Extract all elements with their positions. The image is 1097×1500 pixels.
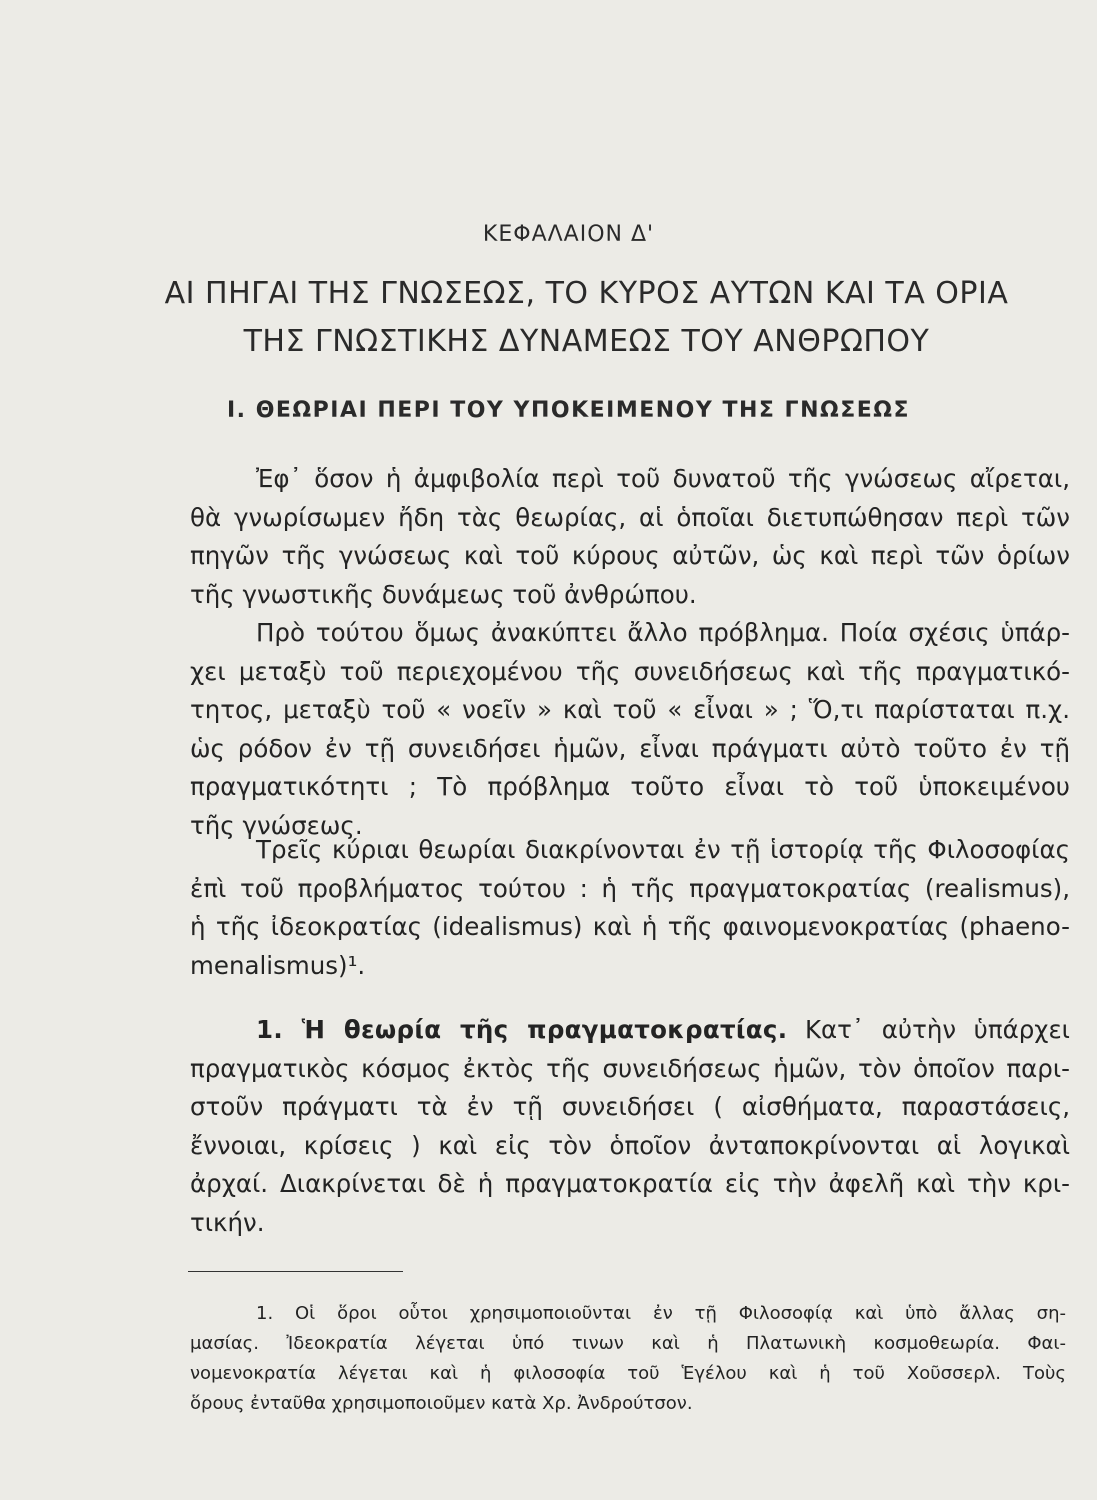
text-line: τητος, μεταξὺ τοῦ « νοεῖν » καὶ τοῦ « εἶναι » ; Ὅ,τι παρίσταται π.χ. <box>190 695 1070 724</box>
paragraph-4 <box>190 1011 1070 1242</box>
text-line: πηγῶν τῆς γνώσεως καὶ τοῦ κύρους αὐτῶν, ὡς καὶ περὶ τῶν ὁρίων <box>190 541 1070 570</box>
text-fragment: Κατ᾿ αὐτὴν ὑπάρχει <box>804 1015 1070 1044</box>
section-heading: Ι. ΘΕΩΡΙΑΙ ΠΕΡΙ ΤΟΥ ΥΠΟΚΕΙΜΕΝΟΥ ΤΗΣ ΓΝΩΣΕΩΣ <box>227 398 910 423</box>
footnote-line: 1. Οἱ ὅροι οὗτοι χρησιμοποιοῦνται ἐν τῇ Φιλοσοφίᾳ καὶ ὑπὸ ἄλλας ση- <box>256 1303 1066 1324</box>
text-line: πραγματικότητι ; Τὸ πρόβλημα τοῦτο εἶναι τὸ τοῦ ὑποκειμένου <box>190 772 1070 801</box>
text-line: τικήν. <box>190 1207 265 1237</box>
text-line: Πρὸ τούτου ὅμως ἀνακύπτει ἄλλο πρόβλημα. Ποία σχέσις ὑπάρ- <box>256 618 1070 647</box>
text-line: Τρεῖς κύριαι θεωρίαι διακρίνονται ἐν τῇ ἱστορίᾳ τῆς Φιλοσοφίας <box>256 835 1070 864</box>
text-line <box>190 1011 1070 1050</box>
footnote-line: μασίας. Ἰδεοκρατία λέγεται ὑπό τινων καὶ ἡ Πλατωνικὴ κοσμοθεωρία. Φαι- <box>190 1333 1066 1354</box>
paragraph-1 <box>190 460 1070 614</box>
text-line: Ἐφ᾿ ὅσον ἡ ἀμφιβολία περὶ τοῦ δυνατοῦ τῆς γνώσεως αἴρεται, <box>256 464 1070 493</box>
paragraph-2 <box>190 614 1070 845</box>
text-line: ἔννοιαι, κρίσεις ) καὶ εἰς τὸν ὁποῖον ἀνταποκρίνονται αἱ λογικαὶ <box>190 1130 1070 1160</box>
paragraph-3 <box>190 831 1070 985</box>
footnote-line: νομενοκρατία λέγεται καὶ ἡ φιλοσοφία τοῦ Ἑγέλου καὶ ἡ τοῦ Χοῦσσερλ. Τοὺς <box>190 1363 1066 1384</box>
chapter-label: ΚΕΦΑΛΑΙΟΝ Δ' <box>482 222 655 247</box>
text-line: τῆς γνωστικῆς δυνάμεως τοῦ ἀνθρώπου. <box>190 579 697 609</box>
chapter-title-line-1: ΑΙ ΠΗΓΑΙ ΤΗΣ ΓΝΩΣΕΩΣ, ΤΟ ΚΥΡΟΣ ΑΥΤΩΝ ΚΑΙ ΤΑ ΟΡΙΑ <box>164 276 1009 311</box>
text-line: ἀρχαί. Διακρίνεται δὲ ἡ πραγματοκρατία εἰς τὴν ἀφελῆ καὶ τὴν κρι- <box>190 1169 1070 1198</box>
footnote-divider <box>188 1271 403 1272</box>
subsection-title: 1. Ἡ θεωρία τῆς πραγματοκρατίας. <box>256 1015 788 1044</box>
text-line: στοῦν πράγματι τὰ ἐν τῇ συνειδήσει ( αἰσθήματα, παραστάσεις, <box>190 1092 1070 1121</box>
text-line: ὡς ρόδον ἐν τῇ συνειδήσει ἡμῶν, εἶναι πράγματι αὐτὸ τοῦτο ἐν τῇ <box>190 733 1070 763</box>
text-line: θὰ γνωρίσωμεν ἤδη τὰς θεωρίας, αἱ ὁποῖαι διετυπώθησαν περὶ τῶν <box>190 502 1070 532</box>
text-line: menalismus)¹. <box>190 950 366 980</box>
text-line: ἡ τῆς ἰδεοκρατίας (idealismus) καὶ ἡ τῆς φαινομενοκρατίας (phaeno- <box>190 912 1070 941</box>
footnote <box>190 1299 1066 1419</box>
footnote-line: ὅρους ἐνταῦθα χρησιμοποιοῦμεν κατὰ Χρ. Ἀνδρούτσον. <box>190 1393 693 1414</box>
text-line: ἐπὶ τοῦ προβλήματος τούτου : ἡ τῆς πραγματοκρατίας (realismus), <box>190 873 1070 903</box>
chapter-title-line-2: ΤΗΣ ΓΝΩΣΤΙΚΗΣ ΔΥΝΑΜΕΩΣ ΤΟΥ ΑΝΘΡΩΠΟΥ <box>243 324 930 359</box>
text-line: τῆς γνώσεως. <box>190 810 363 840</box>
text-line: πραγματικὸς κόσμος ἐκτὸς τῆς συνειδήσεως ἡμῶν, τὸν ὁποῖον παρι- <box>190 1053 1070 1083</box>
text-line: χει μεταξὺ τοῦ περιεχομένου τῆς συνειδήσεως καὶ τῆς πραγματικό- <box>190 656 1070 686</box>
